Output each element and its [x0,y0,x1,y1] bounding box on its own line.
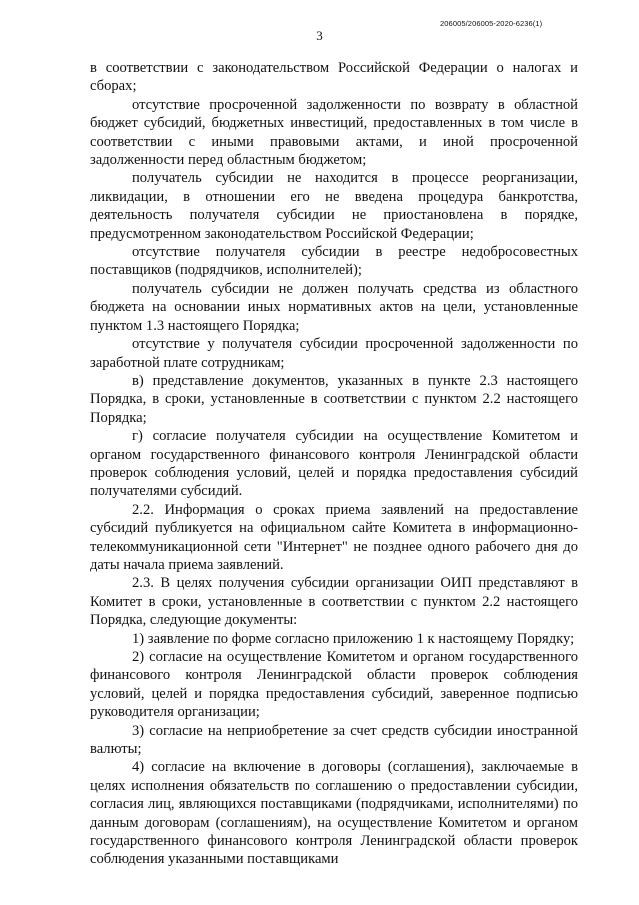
paragraph: получатель субсидии не должен получать средства из областного бюджета на основании иных нормативных актов на цели, установленные пунктом 1.3 настоящего Порядка; [90,280,578,334]
paragraph: отсутствие у получателя субсидии просроченной задолженности по заработной плате сотрудникам; [90,336,578,371]
paragraph: 2) согласие на осуществление Комитетом и органом государственного финансового контроля Ленинградской области проверок соблюдения условий, целей и порядка предоставления субсидий, заверенное подписью руководителя организации; [90,649,578,721]
paragraph: 2.3. В целях получения субсидии организации ОИП представляют в Комитет в сроки, установленные в соответствии с пунктом 2.2 настоящего Порядка, следующие документы: [90,575,578,629]
paragraph: 3) согласие на неприобретение за счет средств субсидии иностранной валюты; [90,722,578,758]
document-body [90,59,578,869]
document-code: 206005/206005-2020-6236(1) [440,19,543,28]
paragraph: 2.2. Информация о сроках приема заявлений на предоставление субсидий публикуется на официальном сайте Комитета в информационно-телекоммуникационной сети "Интернет" не позднее одного рабочего дня до даты начала приема заявлений. [90,501,578,573]
paragraph: г) согласие получателя субсидии на осуществление Комитетом и органом государственного финансового контроля Ленинградской области проверок соблюдения условий, целей и порядка предоставления субсидий получателями субсидий. [90,428,578,500]
paragraph: 1) заявление по форме согласно приложению 1 к настоящему Порядку; [132,630,575,647]
paragraph: в) представление документов, указанных в пункте 2.3 настоящего Порядка, в сроки, установленные в соответствии с пунктом 2.2 настоящего Порядка; [90,372,578,426]
paragraph: получатель субсидии не находится в процессе реорганизации, ликвидации, в отношении его не введена процедура банкротства, деятельность получателя субсидии не приостановлена в порядке, предусмотренном законодательством Российской Федерации; [90,170,578,242]
paragraph: 4) согласие на включение в договоры (соглашения), заключаемые в целях исполнения обязательств по соглашению о предоставлении субсидии, согласия лиц, являющихся поставщиками (подрядчиками, исполнителями) по данным договорам (соглашениям), на осуществление Комитетом и органом государственного финансового контроля Ленинградской области проверок соблюдения указанными поставщиками [90,759,578,868]
paragraph: отсутствие просроченной задолженности по возврату в областной бюджет субсидий, бюджетных инвестиций, предоставленных в том числе в соответствии с иными правовыми актами, и иной просроченной задолженности перед областным бюджетом; [90,96,578,169]
page-number: 3 [316,28,323,43]
paragraph: в соответствии с законодательством Российской Федерации о налогах и сборах; [90,60,578,95]
paragraph: отсутствие получателя субсидии в реестре недобросовестных поставщиков (подрядчиков, исполнителей); [90,244,578,279]
